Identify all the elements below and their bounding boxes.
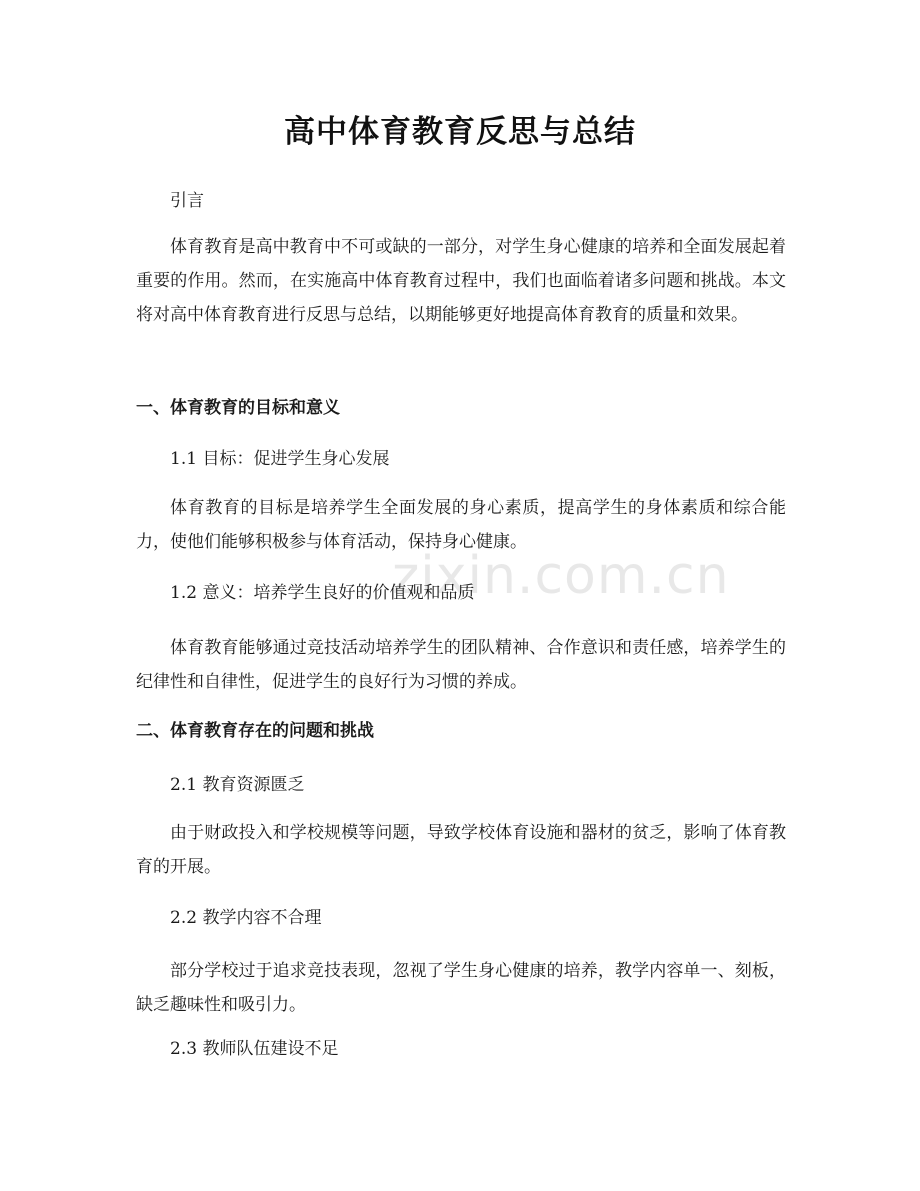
section-1-2-paragraph: 体育教育能够通过竞技活动培养学生的团队精神、合作意识和责任感，培养学生的纪律性和自律性，促进学生的良好行为习惯的养成。 <box>136 638 786 692</box>
watermark: zixin.com.cn <box>392 546 730 606</box>
section-1-1-paragraph: 体育教育的目标是培养学生全面发展的身心素质，提高学生的身体素质和综合能力，使他们能够积极参与体育活动，保持身心健康。 <box>136 498 786 552</box>
section-2-2-title: 2.2 教学内容不合理 <box>170 908 322 928</box>
section-2-1-title: 2.1 教育资源匮乏 <box>170 775 305 795</box>
intro-paragraph: 体育教育是高中教育中不可或缺的一部分，对学生身心健康的培养和全面发展起着重要的作用。然而，在实施高中体育教育过程中，我们也面临着诸多问题和挑战。本文将对高中体育教育进行反思与总结，以期能够更好地提高体育教育的质量和效果。 <box>136 237 786 325</box>
section-2-3-title: 2.3 教师队伍建设不足 <box>170 1039 339 1059</box>
intro-label: 引言 <box>170 191 204 211</box>
page-title: 高中体育教育反思与总结 <box>284 114 636 150</box>
section-2-heading: 二、体育教育存在的问题和挑战 <box>136 721 374 741</box>
section-1-2-title: 1.2 意义：培养学生良好的价值观和品质 <box>170 583 475 603</box>
section-2-2-paragraph: 部分学校过于追求竞技表现，忽视了学生身心健康的培养，教学内容单一、刻板，缺乏趣味性和吸引力。 <box>136 961 786 1015</box>
section-1-heading: 一、体育教育的目标和意义 <box>136 398 340 418</box>
section-2-1-paragraph: 由于财政投入和学校规模等问题，导致学校体育设施和器材的贫乏，影响了体育教育的开展。 <box>136 823 786 877</box>
section-1-1-title: 1.1 目标：促进学生身心发展 <box>170 449 390 469</box>
